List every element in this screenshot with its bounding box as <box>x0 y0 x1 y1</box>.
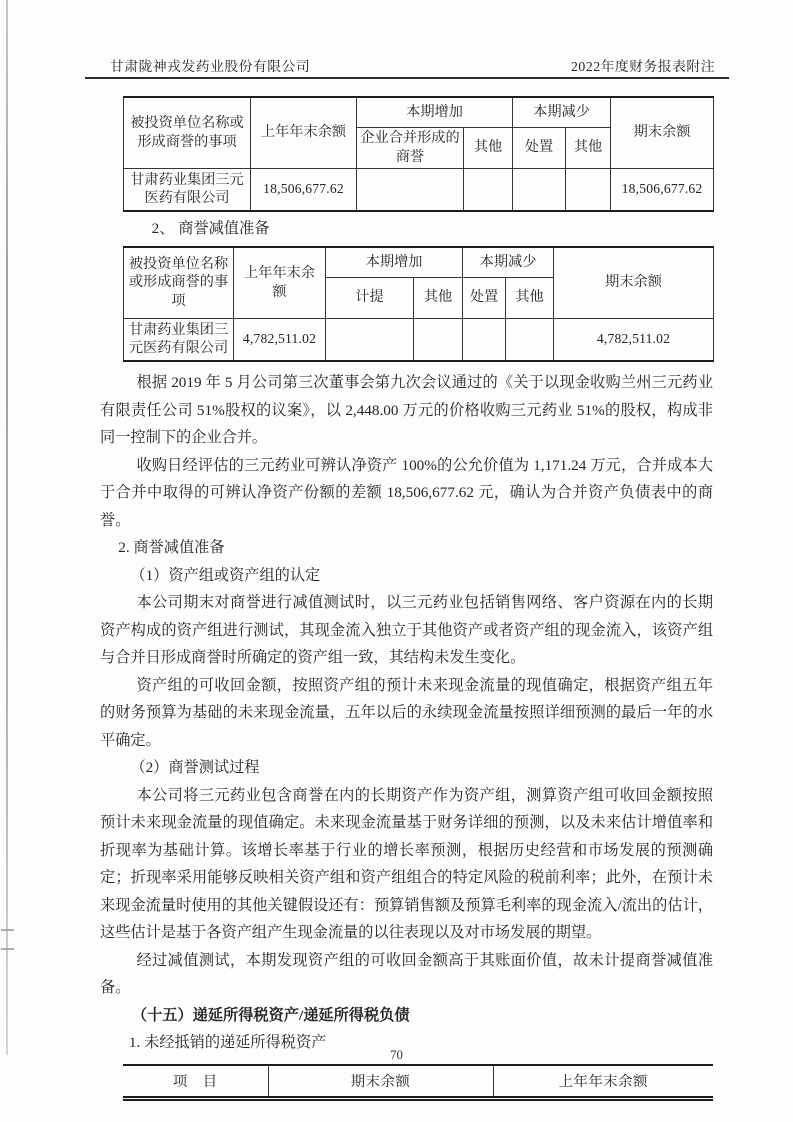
header-doc-title: 2022年度财务报表附注 <box>571 59 715 74</box>
paragraph-test-conclusion: 经过减值测试，本期发现资产组的可收回金额高于其账面价值，故未计提商誉减值准备。 <box>100 951 713 996</box>
cell-increase-merger <box>357 168 464 211</box>
body-text <box>100 369 713 1057</box>
col-header-increase-accrual: 计提 <box>326 277 414 318</box>
heading-asset-group-identification: （1）资产组或资产组的认定 <box>130 566 321 584</box>
page-number: 70 <box>390 1048 403 1062</box>
col-header-closing: 期末余额 <box>554 247 714 318</box>
table-row <box>124 318 714 361</box>
paragraph-test-process-detail: 本公司将三元药业包含商誉在内的长期资产作为资产组，测算资产组可收回金额按照预计未来现金流量的现值确定。未来现金流量基于财务详细的预测，以及未来估计增值率和折现率为基础计算。该增长率基于行业的增长率预测，根据历史经营和市场发展的预测确定；折现率采用能够反映相关资产组和资产组组合的特定风险的税前利率；此外，在预计未来现金流量时使用的其他关键假设还有：预算销售额及预算毛利率的现金流入/流出的估计，这些估计是基于各资产组产生现金流量的以往表现以及对市场发展的期望。 <box>100 786 713 941</box>
cell-increase-accrual <box>326 318 414 361</box>
col-header-decrease: 本期减少 <box>513 97 611 127</box>
deferred-tax-table <box>123 1064 713 1102</box>
col-header-entity: 被投资单位名称或形成商誉的事项 <box>124 247 234 318</box>
col-header-decrease-disposal: 处置 <box>463 277 506 318</box>
col-header-increase: 本期增加 <box>326 247 463 277</box>
cell-decrease-disposal <box>463 318 506 361</box>
heading-impairment-provision: 2. 商誉减值准备 <box>118 539 225 556</box>
paragraph-asset-group-test: 本公司期末对商誉进行减值测试时，以三元药业包括销售网络、客户资源在内的长期资产构成的资产组进行测试，其现金流入独立于其他资产或者资产组的现金流入，该资产组与合并日形成商誉时所确定的资产组一致，其结构未发生变化。 <box>100 594 713 666</box>
impairment-caption: 2、 商誉减值准备 <box>151 220 270 237</box>
header-rule <box>85 77 729 79</box>
col-header-increase-merger: 企业合并形成的商誉 <box>357 127 464 168</box>
paragraph-recoverable-amount: 资产组的可收回金额，按照资产组的预计未来现金流量的现值确定，根据资产组五年的财务预算为基础的未来现金流量，五年以后的永续现金流量按照详细预测的最后一年的水平确定。 <box>100 676 713 749</box>
col-header-increase-other: 其他 <box>414 277 463 318</box>
heading-unoffset-deferred-tax-assets: 1. 未经抵销的递延所得税资产 <box>128 1034 327 1051</box>
heading-deferred-tax: （十五）递延所得税资产/递延所得税负债 <box>131 1006 410 1024</box>
paragraph-goodwill-recognition: 收购日经评估的三元药业可辨认净资产 100%的公允价值为 1,171.24 万元，合并成本大于合并中取得的可辨认净资产份额的差额 18,506,677.62 元，确认为合并资产负债表中的商誉。 <box>100 456 713 529</box>
col-header-item: 项 目 <box>123 1065 268 1099</box>
col-header-closing: 期末余额 <box>611 97 714 168</box>
table-row <box>124 168 714 211</box>
cell-decrease-disposal <box>513 168 566 211</box>
page-content <box>100 96 713 1101</box>
scan-edge-mark <box>1 948 14 950</box>
col-header-increase: 本期增加 <box>357 97 513 127</box>
col-header-entity: 被投资单位名称或形成商誉的事项 <box>124 97 251 168</box>
header-company-name: 甘肃陇神戎发药业股份有限公司 <box>110 59 311 74</box>
cell-opening: 18,506,677.62 <box>251 168 357 211</box>
col-header-opening: 上年年末余额 <box>251 97 357 168</box>
col-header-decrease-disposal: 处置 <box>513 127 566 168</box>
cell-decrease-other <box>506 318 554 361</box>
col-header-decrease: 本期减少 <box>463 247 554 277</box>
goodwill-balance-table <box>123 96 714 212</box>
col-header-decrease-other: 其他 <box>506 277 554 318</box>
goodwill-impairment-table <box>123 246 714 362</box>
col-header-increase-other: 其他 <box>464 127 513 168</box>
cell-increase-other <box>414 318 463 361</box>
col-header-decrease-other: 其他 <box>566 127 611 168</box>
cell-entity: 甘肃药业集团三元医药有限公司 <box>124 318 234 361</box>
scan-edge-line <box>6 0 8 1055</box>
col-header-opening: 上年年末余额 <box>234 247 326 318</box>
cell-increase-other <box>464 168 513 211</box>
col-header-closing: 期末余额 <box>268 1065 493 1099</box>
col-header-opening: 上年年末余额 <box>493 1065 713 1099</box>
paragraph-acquisition: 根据 2019 年 5 月公司第三次董事会第九次会议通过的《关于以现金收购兰州三元药业有限责任公司 51%股权的议案》，以 2,448.00 万元的价格收购三元药业 51%的股权，构成非同一控制下的企业合并。 <box>100 374 713 446</box>
cell-closing: 4,782,511.02 <box>554 318 714 361</box>
cell-entity: 甘肃药业集团三元医药有限公司 <box>124 168 251 211</box>
heading-goodwill-test-process: （2）商誉测试过程 <box>130 759 260 776</box>
cell-opening: 4,782,511.02 <box>234 318 326 361</box>
cell-closing: 18,506,677.62 <box>611 168 714 211</box>
cell-decrease-other <box>566 168 611 211</box>
scan-edge-mark <box>1 929 14 931</box>
